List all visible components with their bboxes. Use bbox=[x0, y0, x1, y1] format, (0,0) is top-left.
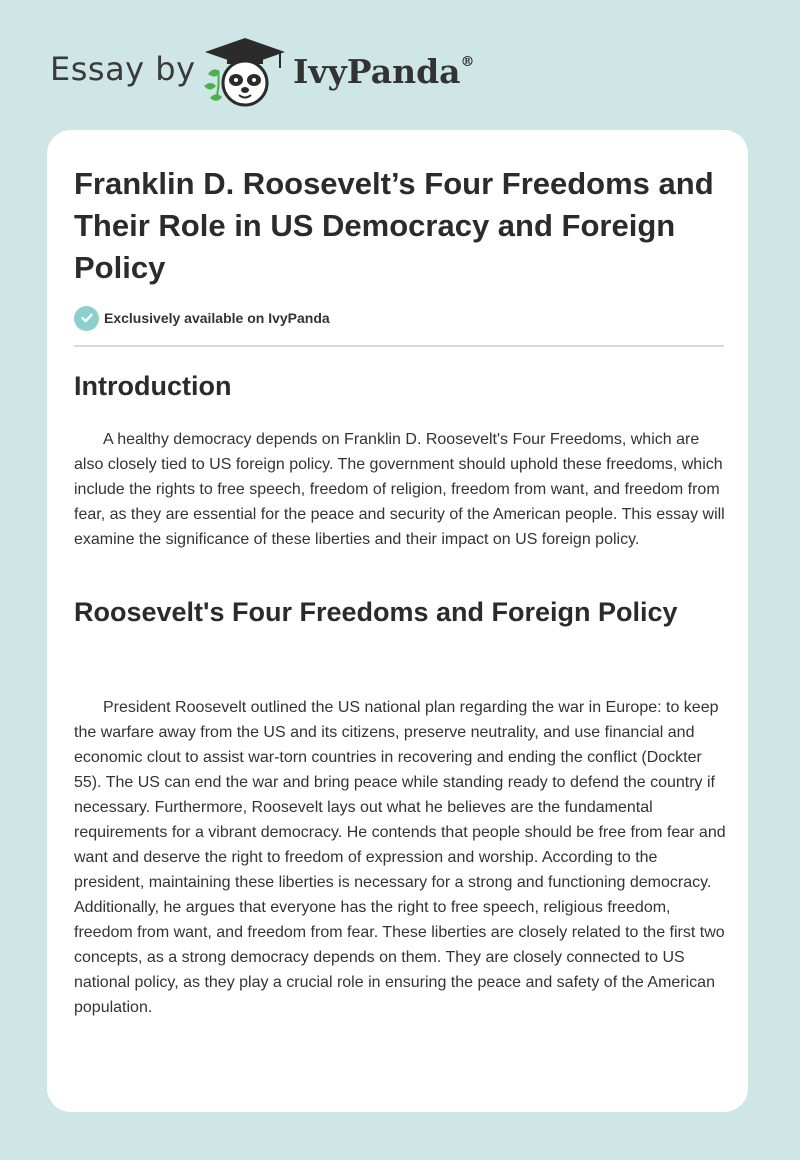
panda-graduate-icon[interactable] bbox=[200, 36, 290, 108]
section-paragraph-four-freedoms: President Roosevelt outlined the US national plan regarding the war in Europe: to keep the warfare away from the US and its citizens, preserve neutrality, and use financial and economic clout to assist war-torn countries in recovering and ending the conflict (Dockter 55). The US can end the war and bring peace while standing ready to defend the country if necessary. Furthermore, Roosevelt lays out what he believes are the fundamental requirements for a vibrant democracy. He contends that people should be free from fear and want and deserve the right to freedom of expression and worship. According to the president, maintaining these liberties is necessary for a strong and functioning democracy. Additionally, he argues that everyone has the right to free speech, religious freedom, freedom from want, and freedom from fear. These liberties are closely related to the first two concepts, as a strong democracy depends on them. They are closely connected to US national policy, as they play a crucial role in ensuring the peace and safety of the American population. bbox=[74, 699, 726, 1016]
essay-card bbox=[47, 130, 748, 1112]
essay-title: Franklin D. Roosevelt’s Four Freedoms and Their Role in US Democracy and Foreign Policy bbox=[74, 166, 714, 285]
section-paragraph-introduction: A healthy democracy depends on Franklin D. Roosevelt's Four Freedoms, which are also closely tied to US foreign policy. The government should uphold these freedoms, which include the rights to free speech, freedom of religion, freedom from want, and freedom from fear, as they are essential for the peace and security of the American people. This essay will examine the significance of these liberties and their impact on US foreign policy. bbox=[74, 431, 725, 548]
brand-name[interactable]: IvyPanda® bbox=[293, 52, 475, 91]
section-heading-introduction: Introduction bbox=[74, 371, 232, 401]
divider bbox=[74, 345, 724, 347]
registered-mark: ® bbox=[460, 54, 475, 70]
exclusive-label: Exclusively available on IvyPanda bbox=[104, 310, 330, 326]
exclusive-badge bbox=[74, 305, 330, 331]
section-heading-four-freedoms: Roosevelt's Four Freedoms and Foreign Policy bbox=[74, 597, 678, 627]
check-circle-icon bbox=[74, 306, 99, 331]
essay-by-label: Essay by bbox=[50, 50, 196, 88]
site-header bbox=[0, 0, 800, 130]
